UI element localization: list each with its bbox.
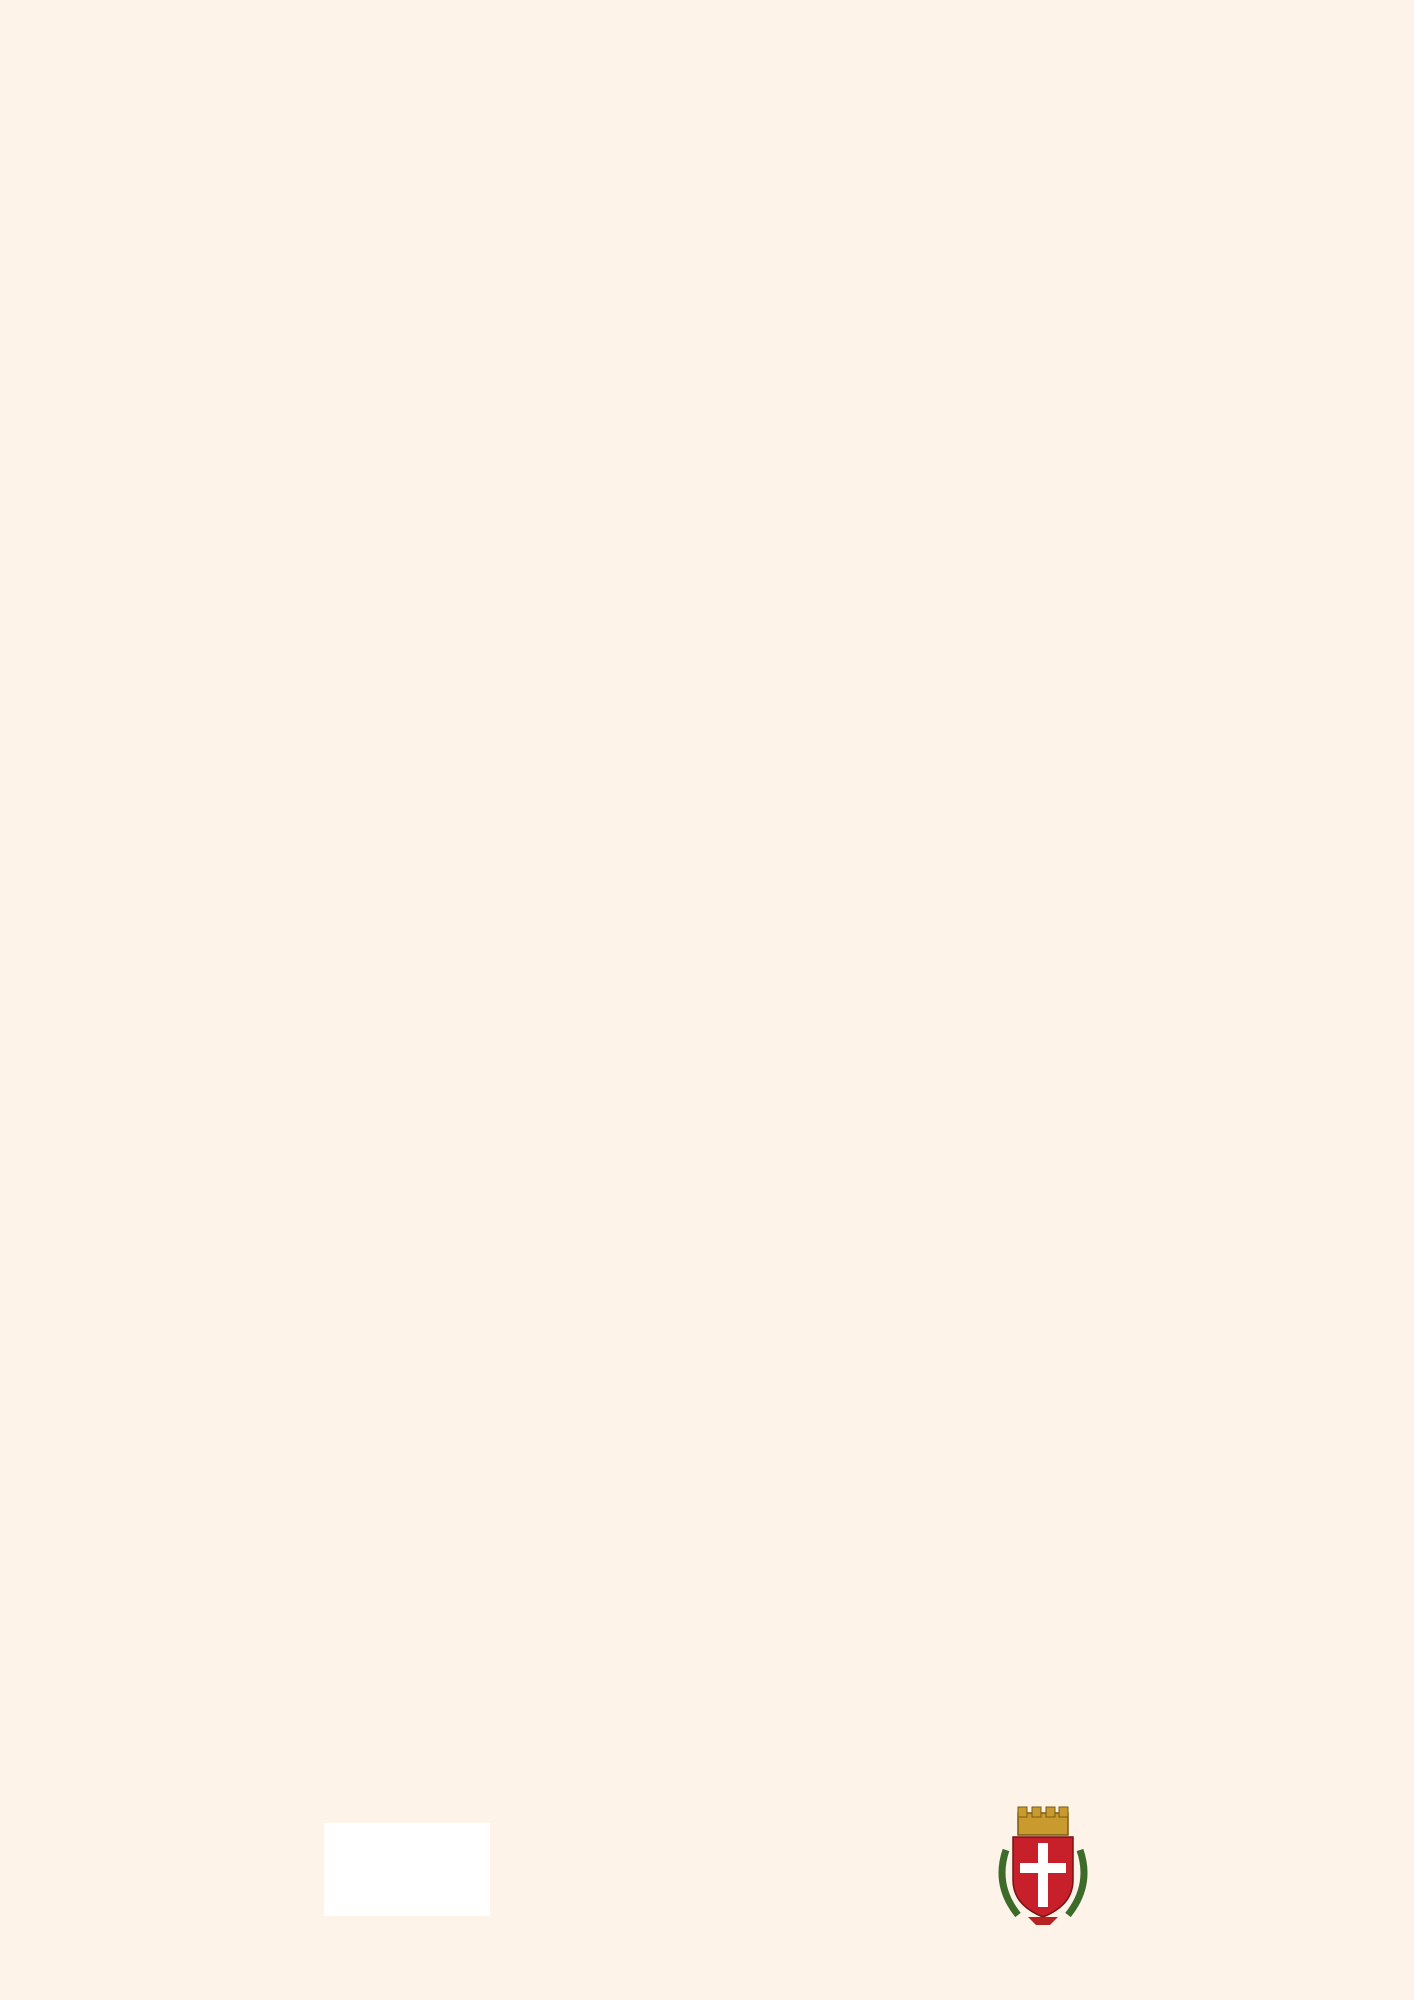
city-crest-icon xyxy=(988,1805,1098,1930)
verjus-logo xyxy=(324,1823,490,1916)
